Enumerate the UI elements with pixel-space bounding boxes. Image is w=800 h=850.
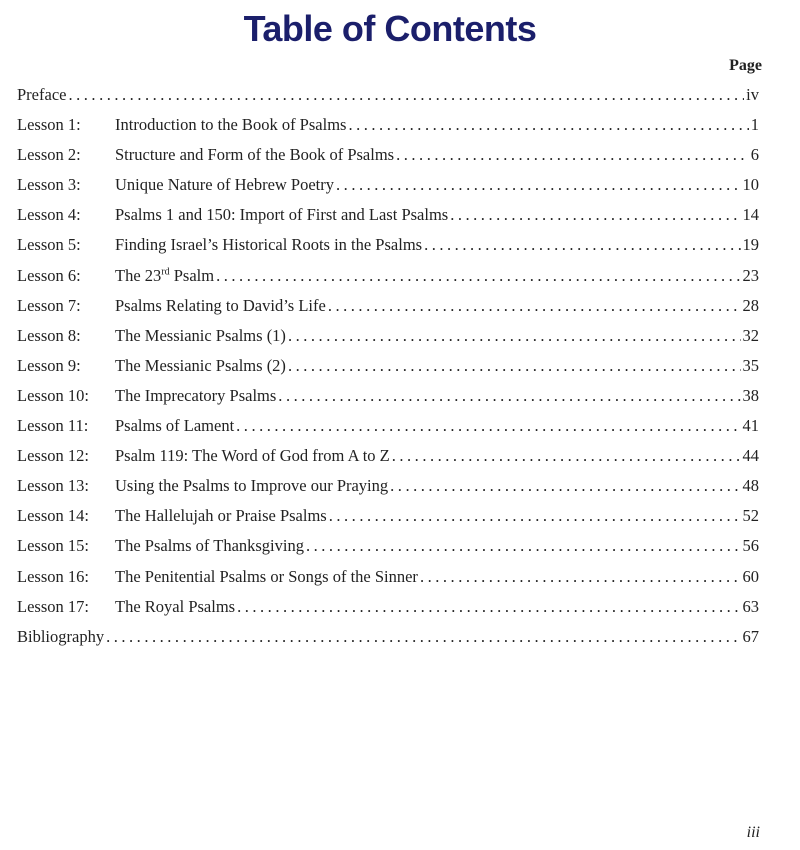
toc-entry-lesson [17, 356, 759, 386]
entry-title-text: The Psalms of Thanksgiving [115, 536, 304, 556]
entry-title-text: Psalms Relating to David’s Life [115, 295, 326, 315]
dot-leader [306, 536, 741, 556]
entry-title-text: The Hallelujah or Praise Psalms [115, 506, 327, 526]
toc-entry-lesson [17, 145, 759, 175]
lesson-label: Lesson 4: [17, 205, 81, 225]
entry-title [115, 446, 390, 466]
entry-page: 28 [742, 295, 759, 315]
lesson-label: Lesson 15: [17, 536, 89, 556]
entry-page: 52 [742, 506, 759, 526]
entry-title [115, 115, 346, 135]
lesson-label: Lesson 16: [17, 566, 89, 586]
entry-title-text: The Royal Psalms [115, 596, 236, 616]
lesson-label: Lesson 13: [17, 476, 89, 496]
lesson-label: Lesson 5: [17, 235, 81, 255]
toc-entry-lesson [17, 296, 759, 326]
lesson-label: Lesson 8: [17, 325, 81, 345]
entry-title-rest: Psalm [169, 265, 215, 285]
entry-title-text: Structure and Form of the Book of Psalms [115, 145, 395, 165]
entry-title [115, 296, 326, 316]
dot-leader [329, 506, 741, 526]
lesson-label: Lesson 10: [17, 385, 89, 405]
entry-title [115, 205, 448, 225]
toc-list [17, 85, 759, 657]
entry-page: 48 [742, 476, 759, 496]
lesson-label: Lesson 2: [17, 145, 81, 165]
entry-title-text: Using the Psalms to Improve our Praying [115, 476, 389, 496]
ordinal-suffix: rd [161, 266, 170, 278]
toc-entry-lesson [17, 175, 759, 205]
dot-leader [216, 266, 740, 286]
dot-leader [288, 356, 741, 376]
entry-title-text: The Messianic Psalms (2) [115, 355, 286, 375]
entry-title [115, 506, 327, 526]
entry-page: 67 [742, 626, 759, 646]
lesson-label: Lesson 9: [17, 355, 81, 375]
dot-leader [420, 567, 741, 587]
entry-title-text: The Messianic Psalms (1) [115, 325, 286, 345]
entry-title [115, 567, 418, 587]
entry-title-text: The Imprecatory Psalms [115, 385, 277, 405]
entry-title-text: Psalms of Lament [115, 416, 235, 436]
entry-page: 63 [742, 596, 759, 616]
entry-title [115, 356, 286, 376]
dot-leader [450, 205, 740, 225]
entry-page: 19 [742, 235, 759, 255]
lesson-label: Lesson 17: [17, 596, 89, 616]
entry-title-text: Finding Israel’s Historical Roots in the Psalms [115, 235, 423, 255]
entry-page: 41 [742, 416, 759, 436]
toc-entry-lesson [17, 326, 759, 356]
dot-leader [328, 296, 741, 316]
toc-entry-lesson [17, 235, 759, 265]
toc-entry-lesson [17, 567, 759, 597]
dot-leader [237, 597, 740, 617]
lesson-label: Lesson 7: [17, 295, 81, 315]
dot-leader [390, 476, 740, 496]
toc-entry-lesson [17, 536, 759, 566]
toc-entry-preface [17, 85, 759, 115]
toc-entry-lesson [17, 416, 759, 446]
page-title: Table of Contents [243, 8, 537, 49]
entry-page: 44 [742, 446, 759, 466]
entry-page: 35 [742, 355, 759, 375]
entry-page: 23 [742, 265, 759, 285]
entry-page: 56 [742, 536, 759, 556]
entry-page: 32 [742, 325, 759, 345]
entry-page: 10 [742, 175, 759, 195]
entry-title [115, 326, 286, 346]
toc-entry-lesson [17, 506, 759, 536]
dot-leader [278, 386, 740, 406]
dot-leader [236, 416, 740, 436]
dot-leader [424, 235, 740, 255]
entry-title [115, 476, 388, 496]
entry-title [115, 266, 214, 286]
entry-title [115, 386, 276, 406]
lesson-label: Lesson 12: [17, 446, 89, 466]
page-number: iii [746, 824, 760, 841]
dot-leader [396, 145, 749, 165]
lesson-label: Lesson 1: [17, 115, 81, 135]
entry-title [115, 175, 334, 195]
toc-entry-lesson [17, 476, 759, 506]
dot-leader [288, 326, 741, 346]
entry-page: 1 [750, 115, 759, 135]
entry-title [115, 235, 422, 255]
toc-entry-lesson [17, 446, 759, 476]
toc-entry-lesson [17, 266, 759, 296]
entry-title [115, 536, 304, 556]
toc-entry-lesson [17, 115, 759, 145]
entry-page: 38 [742, 385, 759, 405]
dot-leader [68, 85, 744, 105]
lesson-label: Lesson 14: [17, 506, 89, 526]
entry-title: Preface [17, 85, 67, 104]
entry-title [115, 416, 234, 436]
dot-leader [106, 627, 740, 647]
entry-page: iv [746, 85, 759, 104]
entry-title-text: The 23 [115, 265, 162, 285]
entry-title-text: Psalms 1 and 150: Import of First and Last Psalms [115, 205, 449, 225]
dot-leader [348, 115, 748, 135]
entry-title: Bibliography [17, 626, 105, 646]
lesson-label: Lesson 6: [17, 265, 81, 285]
toc-entry-lesson [17, 597, 759, 627]
page-column-heading: Page [729, 57, 762, 74]
entry-page: 60 [742, 566, 759, 586]
entry-title-text: Psalm 119: The Word of God from A to Z [115, 446, 390, 466]
entry-title-text: Introduction to the Book of Psalms [115, 115, 347, 135]
toc-entry-lesson [17, 386, 759, 416]
entry-title-text: Unique Nature of Hebrew Poetry [115, 175, 335, 195]
dot-leader [392, 446, 741, 466]
entry-title [115, 597, 235, 617]
entry-page: 6 [750, 145, 759, 165]
toc-entry-bibliography [17, 627, 759, 657]
lesson-label: Lesson 11: [17, 416, 89, 436]
entry-page: 14 [742, 205, 759, 225]
lesson-label: Lesson 3: [17, 175, 81, 195]
entry-title [115, 145, 394, 165]
dot-leader [336, 175, 740, 195]
toc-entry-lesson [17, 205, 759, 235]
entry-title-text: The Penitential Psalms or Songs of the Sinner [115, 566, 418, 586]
